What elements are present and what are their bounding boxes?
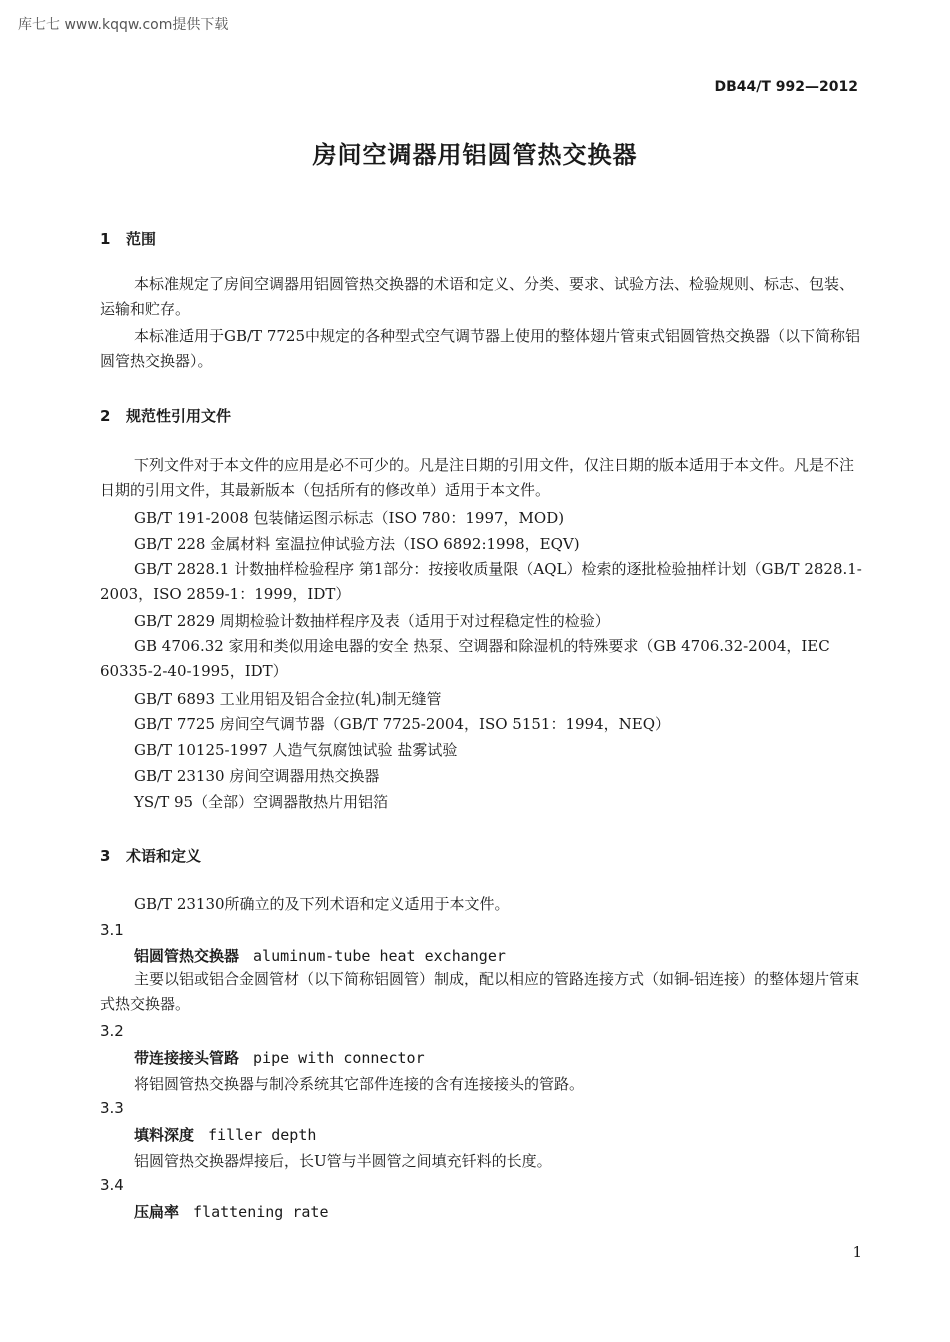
clause-number: 3.3 bbox=[100, 1099, 124, 1117]
term-heading bbox=[134, 945, 506, 966]
page-number: 1 bbox=[852, 1243, 862, 1261]
reference-item: GB/T 10125-1997 人造气氛腐蚀试验 盐雾试验 bbox=[134, 741, 458, 759]
clause-number: 3.4 bbox=[100, 1176, 124, 1194]
section-title: 范围 bbox=[126, 230, 157, 248]
term-heading bbox=[134, 1201, 328, 1222]
scope-paragraph-2 bbox=[100, 324, 863, 374]
term-heading bbox=[134, 1047, 425, 1068]
paragraph-text: 本标准规定了房间空调器用铝圆管热交换器的术语和定义、分类、要求、试验方法、检验规则、标志、包装、运输和贮存。 bbox=[100, 275, 855, 318]
term-definition bbox=[100, 967, 863, 1017]
scope-paragraph-1 bbox=[100, 272, 863, 322]
reference-item: GB 4706.32 家用和类似用途电器的安全 热泵、空调器和除湿机的特殊要求（GB 4706.32-2004，IEC 60335-2-40-1995，IDT） bbox=[100, 637, 830, 680]
section-heading-scope bbox=[100, 228, 156, 249]
term-english: filler depth bbox=[208, 1126, 317, 1144]
reference-item: GB/T 228 金属材料 室温拉伸试验方法（ISO 6892:1998，EQV) bbox=[134, 535, 580, 553]
watermark-text: 库七七 www.kqqw.com提供下载 bbox=[18, 17, 229, 33]
term-chinese: 填料深度 bbox=[134, 1126, 195, 1144]
reference-item: GB/T 7725 房间空气调节器（GB/T 7725-2004，ISO 5151：1994，NEQ） bbox=[134, 715, 671, 733]
section-number: 2 bbox=[100, 407, 111, 425]
term-english: pipe with connector bbox=[253, 1049, 425, 1067]
paragraph-text: 主要以铝或铝合金圆管材（以下简称铝圆管）制成，配以相应的管路连接方式（如铜-铝连接）的整体翅片管束式热交换器。 bbox=[100, 970, 860, 1013]
standard-number: DB44/T 992—2012 bbox=[714, 79, 858, 95]
section-number: 1 bbox=[100, 230, 111, 248]
paragraph-text: 下列文件对于本文件的应用是必不可少的。凡是注日期的引用文件，仅注日期的版本适用于本文件。凡是不注日期的引用文件，其最新版本（包括所有的修改单）适用于本文件。 bbox=[100, 456, 855, 499]
references-intro bbox=[100, 453, 863, 503]
page-title: 房间空调器用铝圆管热交换器 bbox=[312, 141, 638, 169]
section-heading-terms bbox=[100, 845, 201, 866]
term-chinese: 压扁率 bbox=[134, 1203, 180, 1221]
clause-number: 3.2 bbox=[100, 1022, 124, 1040]
term-chinese: 铝圆管热交换器 bbox=[134, 947, 240, 965]
reference-item: GB/T 2828.1 计数抽样检验程序 第1部分：按接收质量限（AQL）检索的逐批检验抽样计划（GB/T 2828.1-2003，ISO 2859-1：1999，IDT） bbox=[100, 560, 862, 603]
section-title: 规范性引用文件 bbox=[126, 407, 232, 425]
reference-item: GB/T 191-2008 包装储运图示标志（ISO 780：1997，MOD) bbox=[134, 509, 565, 527]
reference-item: YS/T 95（全部）空调器散热片用铝箔 bbox=[134, 793, 389, 811]
term-english: flattening rate bbox=[193, 1203, 329, 1221]
paragraph-text: 本标准适用于GB/T 7725中规定的各种型式空气调节器上使用的整体翅片管束式铝圆管热交换器（以下简称铝圆管热交换器）。 bbox=[100, 327, 861, 370]
term-definition: 铝圆管热交换器焊接后，长U管与半圆管之间填充钎料的长度。 bbox=[134, 1152, 552, 1170]
clause-number: 3.1 bbox=[100, 921, 124, 939]
section-title: 术语和定义 bbox=[126, 847, 202, 865]
reference-item: GB/T 23130 房间空调器用热交换器 bbox=[134, 767, 380, 785]
term-english: aluminum-tube heat exchanger bbox=[253, 947, 506, 965]
section-heading-normative-references bbox=[100, 405, 231, 426]
terms-intro: GB/T 23130所确立的及下列术语和定义适用于本文件。 bbox=[134, 895, 510, 913]
reference-item: GB/T 6893 工业用铝及铝合金拉(轧)制无缝管 bbox=[134, 690, 442, 708]
section-number: 3 bbox=[100, 847, 111, 865]
term-heading bbox=[134, 1124, 316, 1145]
reference-item: GB/T 2829 周期检验计数抽样程序及表（适用于对过程稳定性的检验） bbox=[134, 612, 610, 630]
term-chinese: 带连接接头管路 bbox=[134, 1049, 240, 1067]
term-definition: 将铝圆管热交换器与制冷系统其它部件连接的含有连接接头的管路。 bbox=[134, 1075, 585, 1093]
